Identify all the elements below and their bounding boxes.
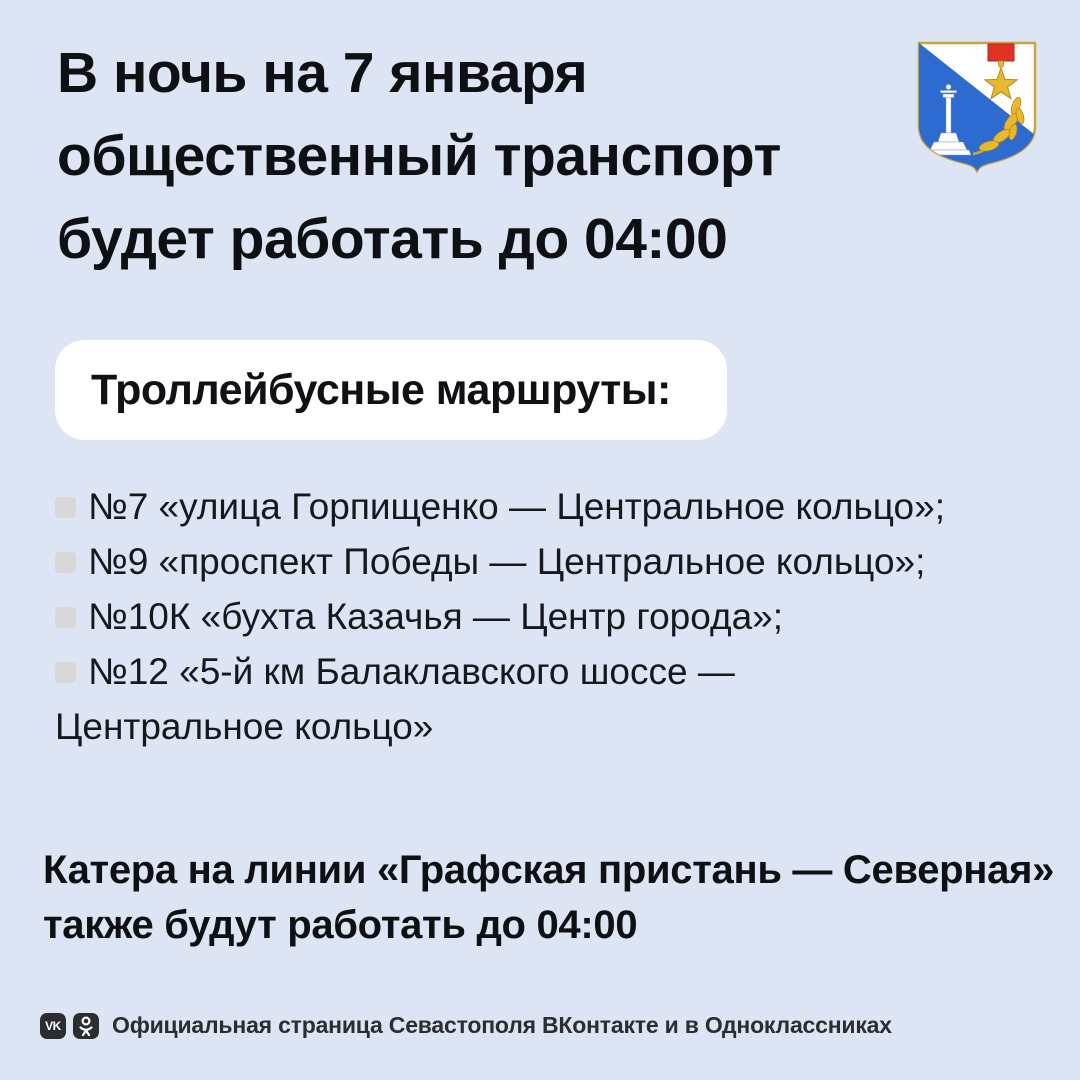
note-line-1: Катера на линии «Графская пристань — Северная» — [43, 848, 1055, 892]
route-text: №9 «проспект Победы — Центральное кольцо»; — [88, 541, 926, 582]
list-item — [55, 644, 1050, 699]
note-line-2: также будут работать до 04:00 — [43, 903, 638, 947]
list-item — [55, 589, 1050, 644]
ferry-note — [43, 843, 1054, 953]
square-bullet-icon — [55, 662, 76, 683]
list-item — [55, 479, 1050, 534]
square-bullet-icon — [55, 607, 76, 628]
square-bullet-icon — [55, 552, 76, 573]
section-header-pill — [55, 340, 727, 440]
square-bullet-icon — [55, 497, 76, 518]
vk-logo-text: VK — [45, 1018, 61, 1033]
footer-caption: Официальная страница Севастополя ВКонтакте и в Одноклассниках — [112, 1012, 892, 1038]
footer — [40, 1012, 892, 1039]
route-text: №7 «улица Горпищенко — Центральное кольцо»; — [88, 486, 945, 527]
ok-icon — [73, 1013, 99, 1039]
list-item-continuation: Центральное кольцо» — [55, 706, 434, 747]
page-title — [57, 32, 781, 281]
routes-list — [55, 479, 1050, 754]
sevastopol-coat-of-arms-icon — [916, 40, 1038, 174]
list-item — [55, 534, 1050, 589]
title-line-1: В ночь на 7 января — [57, 41, 588, 105]
route-text: №12 «5-й км Балаклавского шоссе — — [88, 651, 735, 692]
route-text: №10К «бухта Казачья — Центр города»; — [88, 596, 784, 637]
section-header-label: Троллейбусные маршруты: — [91, 365, 671, 414]
vk-icon — [40, 1013, 66, 1039]
title-line-3: будет работать до 04:00 — [57, 207, 728, 271]
title-line-2: общественный транспорт — [57, 124, 781, 188]
